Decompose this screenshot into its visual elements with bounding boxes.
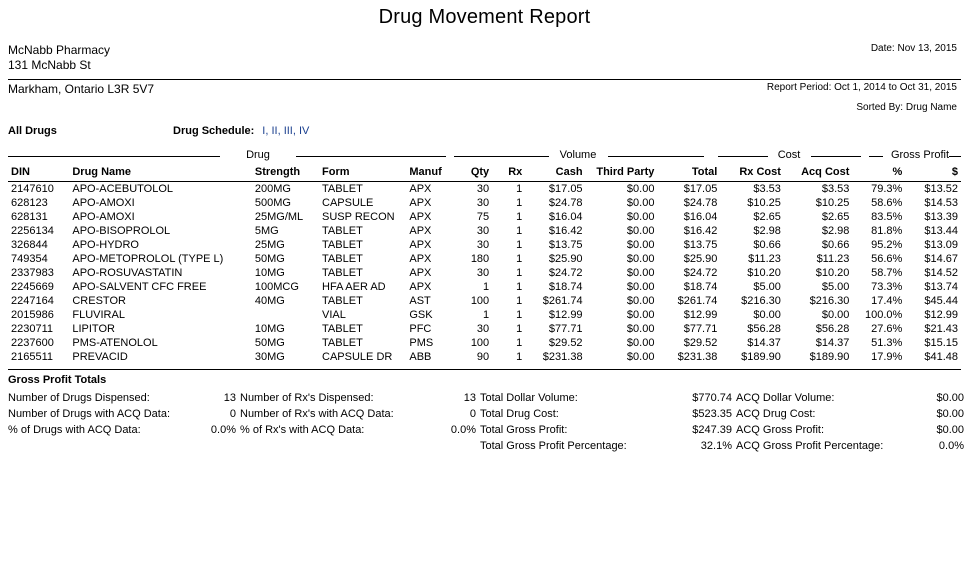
cell-qty: 100: [470, 295, 490, 307]
cell-cash: $18.74: [548, 281, 583, 293]
cell-cash: $24.72: [548, 267, 583, 279]
cell-manuf: APX: [409, 183, 432, 195]
cell-rx: 1: [516, 323, 523, 335]
cell-din: 2247164: [11, 295, 54, 307]
cell-din: 2147610: [11, 183, 54, 195]
label-num-drugs-dispensed: Number of Drugs Dispensed:: [8, 392, 150, 404]
cell-din: 326844: [11, 239, 48, 251]
cell-form: TABLET: [322, 253, 363, 265]
report-page: [0, 6, 969, 568]
col-header-third-party: Third Party: [586, 165, 658, 182]
cell-rx-cost: $11.23: [748, 253, 781, 265]
cell-drug-name: LIPITOR: [72, 323, 115, 335]
table-row: [8, 238, 961, 252]
cell-qty: 30: [476, 323, 490, 335]
filter-schedule-label: Drug Schedule:: [173, 125, 255, 137]
col-header-gp-percent: %: [852, 165, 905, 182]
sorted-by-value: Drug Name: [905, 102, 957, 113]
cell-cash: $24.78: [548, 197, 583, 209]
cell-form: HFA AER AD: [322, 281, 386, 293]
cell-total: $18.74: [683, 281, 718, 293]
cell-gp-dollar: $13.52: [924, 183, 958, 195]
cell-cash: $29.52: [548, 337, 583, 349]
page-title: Drug Movement Report: [378, 6, 591, 28]
cell-rx-cost: $3.53: [753, 183, 781, 195]
cell-gp-dollar: $13.74: [924, 281, 958, 293]
cell-total: $29.52: [683, 337, 718, 349]
cell-third-party: $0.00: [626, 225, 655, 237]
cell-total: $17.05: [683, 183, 718, 195]
cell-gp-dollar: $14.52: [924, 267, 958, 279]
cell-strength: 50MG: [254, 337, 285, 349]
cell-strength: 25MG/ML: [254, 211, 304, 223]
cell-drug-name: CRESTOR: [72, 295, 126, 307]
cell-gp-percent: 51.3%: [871, 337, 903, 349]
cell-rx-cost: $216.30: [741, 295, 781, 307]
cell-strength: 30MG: [254, 351, 285, 363]
filter-schedule-value: I, II, III, IV: [262, 125, 310, 137]
label-num-rx-dispensed: Number of Rx's Dispensed:: [240, 392, 374, 404]
totals-divider: [8, 369, 961, 370]
cell-din: 2237600: [11, 337, 54, 349]
group-rule-gp-right: [949, 156, 961, 157]
cell-total: $24.72: [683, 267, 718, 279]
cell-form: TABLET: [322, 337, 363, 349]
cell-rx-cost: $56.28: [747, 323, 781, 335]
group-rule-drug-right: [296, 156, 446, 157]
cell-gp-percent: 81.8%: [871, 225, 903, 237]
value-acq-dollar-volume: $0.00: [936, 392, 964, 404]
col-header-gp-dollar: $: [905, 165, 961, 182]
sorted-by-label: Sorted By:: [856, 102, 904, 113]
cell-din: 749354: [11, 253, 48, 265]
cell-form: CAPSULE DR: [322, 351, 393, 363]
col-header-acq-cost: Acq Cost: [784, 165, 852, 182]
cell-drug-name: PREVACID: [72, 351, 128, 363]
col-header-drug-name: Drug Name: [69, 165, 252, 182]
cell-rx-cost: $5.00: [753, 281, 781, 293]
cell-acq-cost: $3.53: [821, 183, 850, 195]
cell-gp-percent: 100.0%: [864, 309, 903, 321]
cell-acq-cost: $0.66: [821, 239, 850, 251]
value-num-rx-acq: 0: [469, 408, 476, 420]
cell-gp-percent: 17.9%: [871, 351, 903, 363]
cell-acq-cost: $10.20: [815, 267, 850, 279]
cell-rx: 1: [516, 281, 523, 293]
cell-drug-name: APO-AMOXI: [72, 211, 135, 223]
cell-din: 2165511: [11, 351, 54, 363]
cell-acq-cost: $0.00: [821, 309, 850, 321]
cell-third-party: $0.00: [626, 267, 655, 279]
column-group-band: [8, 149, 961, 163]
cell-total: $261.74: [677, 295, 718, 307]
cell-rx-cost: $10.20: [747, 267, 781, 279]
cell-gp-percent: 58.6%: [871, 197, 903, 209]
cell-strength: 200MG: [254, 183, 291, 195]
cell-cash: $231.38: [542, 351, 583, 363]
label-pct-rx-acq: % of Rx's with ACQ Data:: [240, 424, 365, 436]
value-pct-rx-acq: 0.0%: [450, 424, 476, 436]
table-header-row: [8, 165, 961, 182]
label-num-drugs-acq: Number of Drugs with ACQ Data:: [8, 408, 171, 420]
cell-drug-name: APO-BISOPROLOL: [72, 225, 171, 237]
cell-gp-percent: 27.6%: [871, 323, 903, 335]
cell-third-party: $0.00: [626, 295, 655, 307]
cell-qty: 1: [483, 281, 490, 293]
cell-qty: 75: [476, 211, 490, 223]
cell-gp-percent: 95.2%: [871, 239, 903, 251]
cell-cash: $261.74: [542, 295, 583, 307]
value-total-gross-profit: $247.39: [692, 424, 732, 436]
cell-manuf: GSK: [409, 309, 433, 321]
cell-acq-cost: $189.90: [809, 351, 850, 363]
group-label-volume: Volume: [555, 149, 602, 161]
cell-din: 628123: [11, 197, 48, 209]
value-acq-drug-cost: $0.00: [936, 408, 964, 420]
report-period-value: Oct 1, 2014 to Oct 31, 2015: [834, 82, 957, 93]
col-header-din: DIN: [8, 165, 69, 182]
table-row: [8, 224, 961, 238]
cell-qty: 30: [476, 267, 490, 279]
cell-gp-dollar: $12.99: [924, 309, 958, 321]
pharmacy-name: McNabb Pharmacy: [8, 43, 111, 57]
report-period-label: Report Period:: [766, 82, 832, 93]
label-total-dollar-volume: Total Dollar Volume:: [480, 392, 578, 404]
cell-strength: 500MG: [254, 197, 291, 209]
cell-strength: 10MG: [254, 323, 285, 335]
cell-din: 2230711: [11, 323, 54, 335]
label-acq-dollar-volume: ACQ Dollar Volume:: [736, 392, 835, 404]
cell-qty: 100: [470, 337, 490, 349]
pharmacy-city: Markham, Ontario L3R 5V7: [8, 82, 155, 96]
cell-rx: 1: [516, 253, 523, 265]
col-header-total: Total: [657, 165, 720, 182]
cell-form: TABLET: [322, 323, 363, 335]
col-header-qty: Qty: [454, 165, 493, 182]
group-rule-cost-left: [718, 156, 768, 157]
cell-cash: $16.42: [548, 225, 583, 237]
cell-qty: 30: [476, 183, 490, 195]
cell-rx: 1: [516, 239, 523, 251]
totals-grid: [8, 392, 964, 452]
cell-rx-cost: $14.37: [747, 337, 781, 349]
cell-drug-name: APO-HYDRO: [72, 239, 139, 251]
cell-cash: $13.75: [548, 239, 583, 251]
cell-gp-dollar: $45.44: [924, 295, 958, 307]
label-pct-drugs-acq: % of Drugs with ACQ Data:: [8, 424, 141, 436]
cell-form: CAPSULE: [322, 197, 374, 209]
value-num-drugs-dispensed: 13: [223, 392, 236, 404]
value-num-rx-dispensed: 13: [463, 392, 476, 404]
table-row: [8, 182, 961, 197]
label-total-gross-profit: Total Gross Profit:: [480, 424, 568, 436]
cell-manuf: PMS: [409, 337, 434, 349]
cell-gp-dollar: $13.09: [924, 239, 958, 251]
label-num-rx-acq: Number of Rx's with ACQ Data:: [240, 408, 394, 420]
cell-form: TABLET: [322, 295, 363, 307]
cell-third-party: $0.00: [626, 211, 655, 223]
cell-form: TABLET: [322, 267, 363, 279]
cell-rx-cost: $2.98: [753, 225, 781, 237]
cell-rx: 1: [516, 267, 523, 279]
cell-manuf: APX: [409, 225, 432, 237]
cell-drug-name: APO-METOPROLOL (TYPE L): [72, 253, 224, 265]
cell-rx-cost: $189.90: [741, 351, 781, 363]
cell-qty: 1: [483, 309, 490, 321]
cell-din: 2256134: [11, 225, 54, 237]
cell-manuf: APX: [409, 239, 432, 251]
cell-gp-dollar: $13.39: [924, 211, 958, 223]
cell-total: $13.75: [683, 239, 718, 251]
report-header: [0, 43, 969, 73]
label-total-drug-cost: Total Drug Cost:: [480, 408, 559, 420]
table-row: [8, 350, 961, 364]
cell-acq-cost: $11.23: [816, 253, 850, 265]
cell-rx-cost: $0.00: [753, 309, 781, 321]
cell-strength: 50MG: [254, 253, 285, 265]
cell-din: 2015986: [11, 309, 54, 321]
cell-third-party: $0.00: [626, 337, 655, 349]
col-header-manuf: Manuf: [406, 165, 453, 182]
cell-strength: 100MCG: [254, 281, 299, 293]
cell-qty: 30: [476, 239, 490, 251]
pharmacy-address: 131 McNabb St: [8, 58, 91, 72]
cell-gp-dollar: $14.67: [924, 253, 958, 265]
cell-din: 628131: [11, 211, 48, 223]
label-acq-gross-profit: ACQ Gross Profit:: [736, 424, 825, 436]
cell-acq-cost: $2.65: [821, 211, 850, 223]
cell-form: TABLET: [322, 239, 363, 251]
cell-strength: 5MG: [254, 225, 279, 237]
cell-manuf: APX: [409, 211, 432, 223]
cell-din: 2245669: [11, 281, 54, 293]
col-header-rx-cost: Rx Cost: [720, 165, 784, 182]
cell-cash: $16.04: [548, 211, 583, 223]
cell-strength: 10MG: [254, 267, 285, 279]
group-label-gross-profit: Gross Profit: [886, 149, 954, 161]
cell-manuf: APX: [409, 253, 432, 265]
value-total-gross-profit-pct: 32.1%: [700, 440, 732, 452]
cell-total: $16.04: [683, 211, 718, 223]
cell-rx-cost: $2.65: [753, 211, 781, 223]
group-rule-volume-left: [454, 156, 549, 157]
cell-rx: 1: [516, 295, 523, 307]
cell-gp-dollar: $41.48: [924, 351, 958, 363]
cell-form: TABLET: [322, 183, 363, 195]
cell-drug-name: FLUVIRAL: [72, 309, 125, 321]
cell-third-party: $0.00: [626, 281, 655, 293]
cell-third-party: $0.00: [626, 323, 655, 335]
table-row: [8, 336, 961, 350]
group-rule-drug-left: [8, 156, 220, 157]
cell-manuf: APX: [409, 197, 432, 209]
cell-rx: 1: [516, 197, 523, 209]
cell-total: $25.90: [683, 253, 718, 265]
cell-third-party: $0.00: [626, 183, 655, 195]
totals-heading: Gross Profit Totals: [8, 374, 107, 386]
cell-cash: $25.90: [548, 253, 583, 265]
cell-qty: 30: [476, 225, 490, 237]
cell-form: VIAL: [322, 309, 346, 321]
group-rule-cost-right: [811, 156, 861, 157]
cell-form: TABLET: [322, 225, 363, 237]
cell-qty: 30: [476, 197, 490, 209]
cell-acq-cost: $2.98: [821, 225, 850, 237]
col-header-strength: Strength: [252, 165, 319, 182]
cell-third-party: $0.00: [626, 197, 655, 209]
value-total-dollar-volume: $770.74: [692, 392, 732, 404]
cell-total: $77.71: [683, 323, 718, 335]
report-date-label: Date:: [870, 43, 895, 54]
cell-gp-dollar: $15.15: [924, 337, 958, 349]
cell-cash: $12.99: [548, 309, 583, 321]
cell-drug-name: APO-ACEBUTOLOL: [72, 183, 174, 195]
cell-manuf: ABB: [409, 351, 432, 363]
cell-gp-dollar: $21.43: [924, 323, 958, 335]
cell-strength: [252, 308, 319, 322]
label-acq-drug-cost: ACQ Drug Cost:: [736, 408, 816, 420]
cell-rx: 1: [516, 211, 523, 223]
cell-total: $24.78: [683, 197, 718, 209]
cell-din: 2337983: [11, 267, 54, 279]
cell-cash: $77.71: [548, 323, 583, 335]
cell-gp-percent: 17.4%: [871, 295, 903, 307]
cell-rx: 1: [516, 337, 523, 349]
cell-manuf: PFC: [409, 323, 432, 335]
cell-acq-cost: $10.25: [815, 197, 850, 209]
cell-acq-cost: $14.37: [815, 337, 850, 349]
table-row: [8, 252, 961, 266]
table-row: [8, 196, 961, 210]
cell-manuf: APX: [409, 281, 432, 293]
cell-strength: 25MG: [254, 239, 285, 251]
cell-total: $231.38: [677, 351, 718, 363]
cell-acq-cost: $56.28: [815, 323, 850, 335]
cell-drug-name: PMS-ATENOLOL: [72, 337, 158, 349]
label-acq-gross-profit-pct: ACQ Gross Profit Percentage:: [736, 440, 884, 452]
cell-gp-dollar: $13.44: [924, 225, 958, 237]
table-row: [8, 322, 961, 336]
cell-drug-name: APO-SALVENT CFC FREE: [72, 281, 207, 293]
filter-row: [0, 113, 969, 137]
cell-third-party: $0.00: [626, 351, 655, 363]
value-num-drugs-acq: 0: [229, 408, 236, 420]
report-date-value: Nov 13, 2015: [897, 43, 957, 54]
city-period-row: [0, 80, 969, 96]
cell-acq-cost: $5.00: [821, 281, 850, 293]
cell-rx: 1: [516, 351, 523, 363]
cell-strength: 40MG: [254, 295, 285, 307]
cell-rx: 1: [516, 183, 523, 195]
label-total-gross-profit-pct: Total Gross Profit Percentage:: [480, 440, 627, 452]
cell-cash: $17.05: [548, 183, 583, 195]
cell-third-party: $0.00: [626, 239, 655, 251]
cell-qty: 90: [476, 351, 490, 363]
col-header-cash: Cash: [525, 165, 585, 182]
table-row: [8, 308, 961, 322]
cell-drug-name: APO-ROSUVASTATIN: [72, 267, 183, 279]
col-header-form: Form: [319, 165, 406, 182]
cell-qty: 180: [470, 253, 490, 265]
drug-movement-table: [8, 165, 961, 364]
cell-gp-percent: 83.5%: [871, 211, 903, 223]
cell-third-party: $0.00: [626, 309, 655, 321]
cell-rx: 1: [516, 225, 523, 237]
cell-gp-dollar: $14.53: [924, 197, 958, 209]
col-header-rx: Rx: [492, 165, 525, 182]
cell-total: $12.99: [683, 309, 718, 321]
value-acq-gross-profit: $0.00: [936, 424, 964, 436]
value-pct-drugs-acq: 0.0%: [210, 424, 236, 436]
table-row: [8, 266, 961, 280]
cell-form: SUSP RECON: [322, 211, 395, 223]
cell-manuf: APX: [409, 267, 432, 279]
cell-gp-percent: 58.7%: [871, 267, 903, 279]
value-acq-gross-profit-pct: 0.0%: [938, 440, 964, 452]
cell-rx-cost: $10.25: [747, 197, 781, 209]
cell-third-party: $0.00: [626, 253, 655, 265]
cell-gp-percent: 56.6%: [871, 253, 903, 265]
table-row: [8, 280, 961, 294]
cell-rx-cost: $0.66: [753, 239, 781, 251]
cell-acq-cost: $216.30: [809, 295, 850, 307]
cell-rx: 1: [516, 309, 523, 321]
value-total-drug-cost: $523.35: [692, 408, 732, 420]
table-row: [8, 294, 961, 308]
cell-drug-name: APO-AMOXI: [72, 197, 135, 209]
group-rule-gp-left: [869, 156, 883, 157]
cell-gp-percent: 79.3%: [871, 183, 903, 195]
table-row: [8, 210, 961, 224]
report-period: [767, 82, 957, 93]
filter-all-drugs: All Drugs: [8, 125, 57, 137]
sorted-by: [0, 96, 969, 113]
group-label-drug: Drug: [241, 149, 275, 161]
cell-gp-percent: 73.3%: [871, 281, 903, 293]
cell-manuf: AST: [409, 295, 431, 307]
cell-total: $16.42: [683, 225, 718, 237]
report-date: [871, 43, 957, 54]
group-rule-volume-right: [608, 156, 704, 157]
group-label-cost: Cost: [773, 149, 806, 161]
